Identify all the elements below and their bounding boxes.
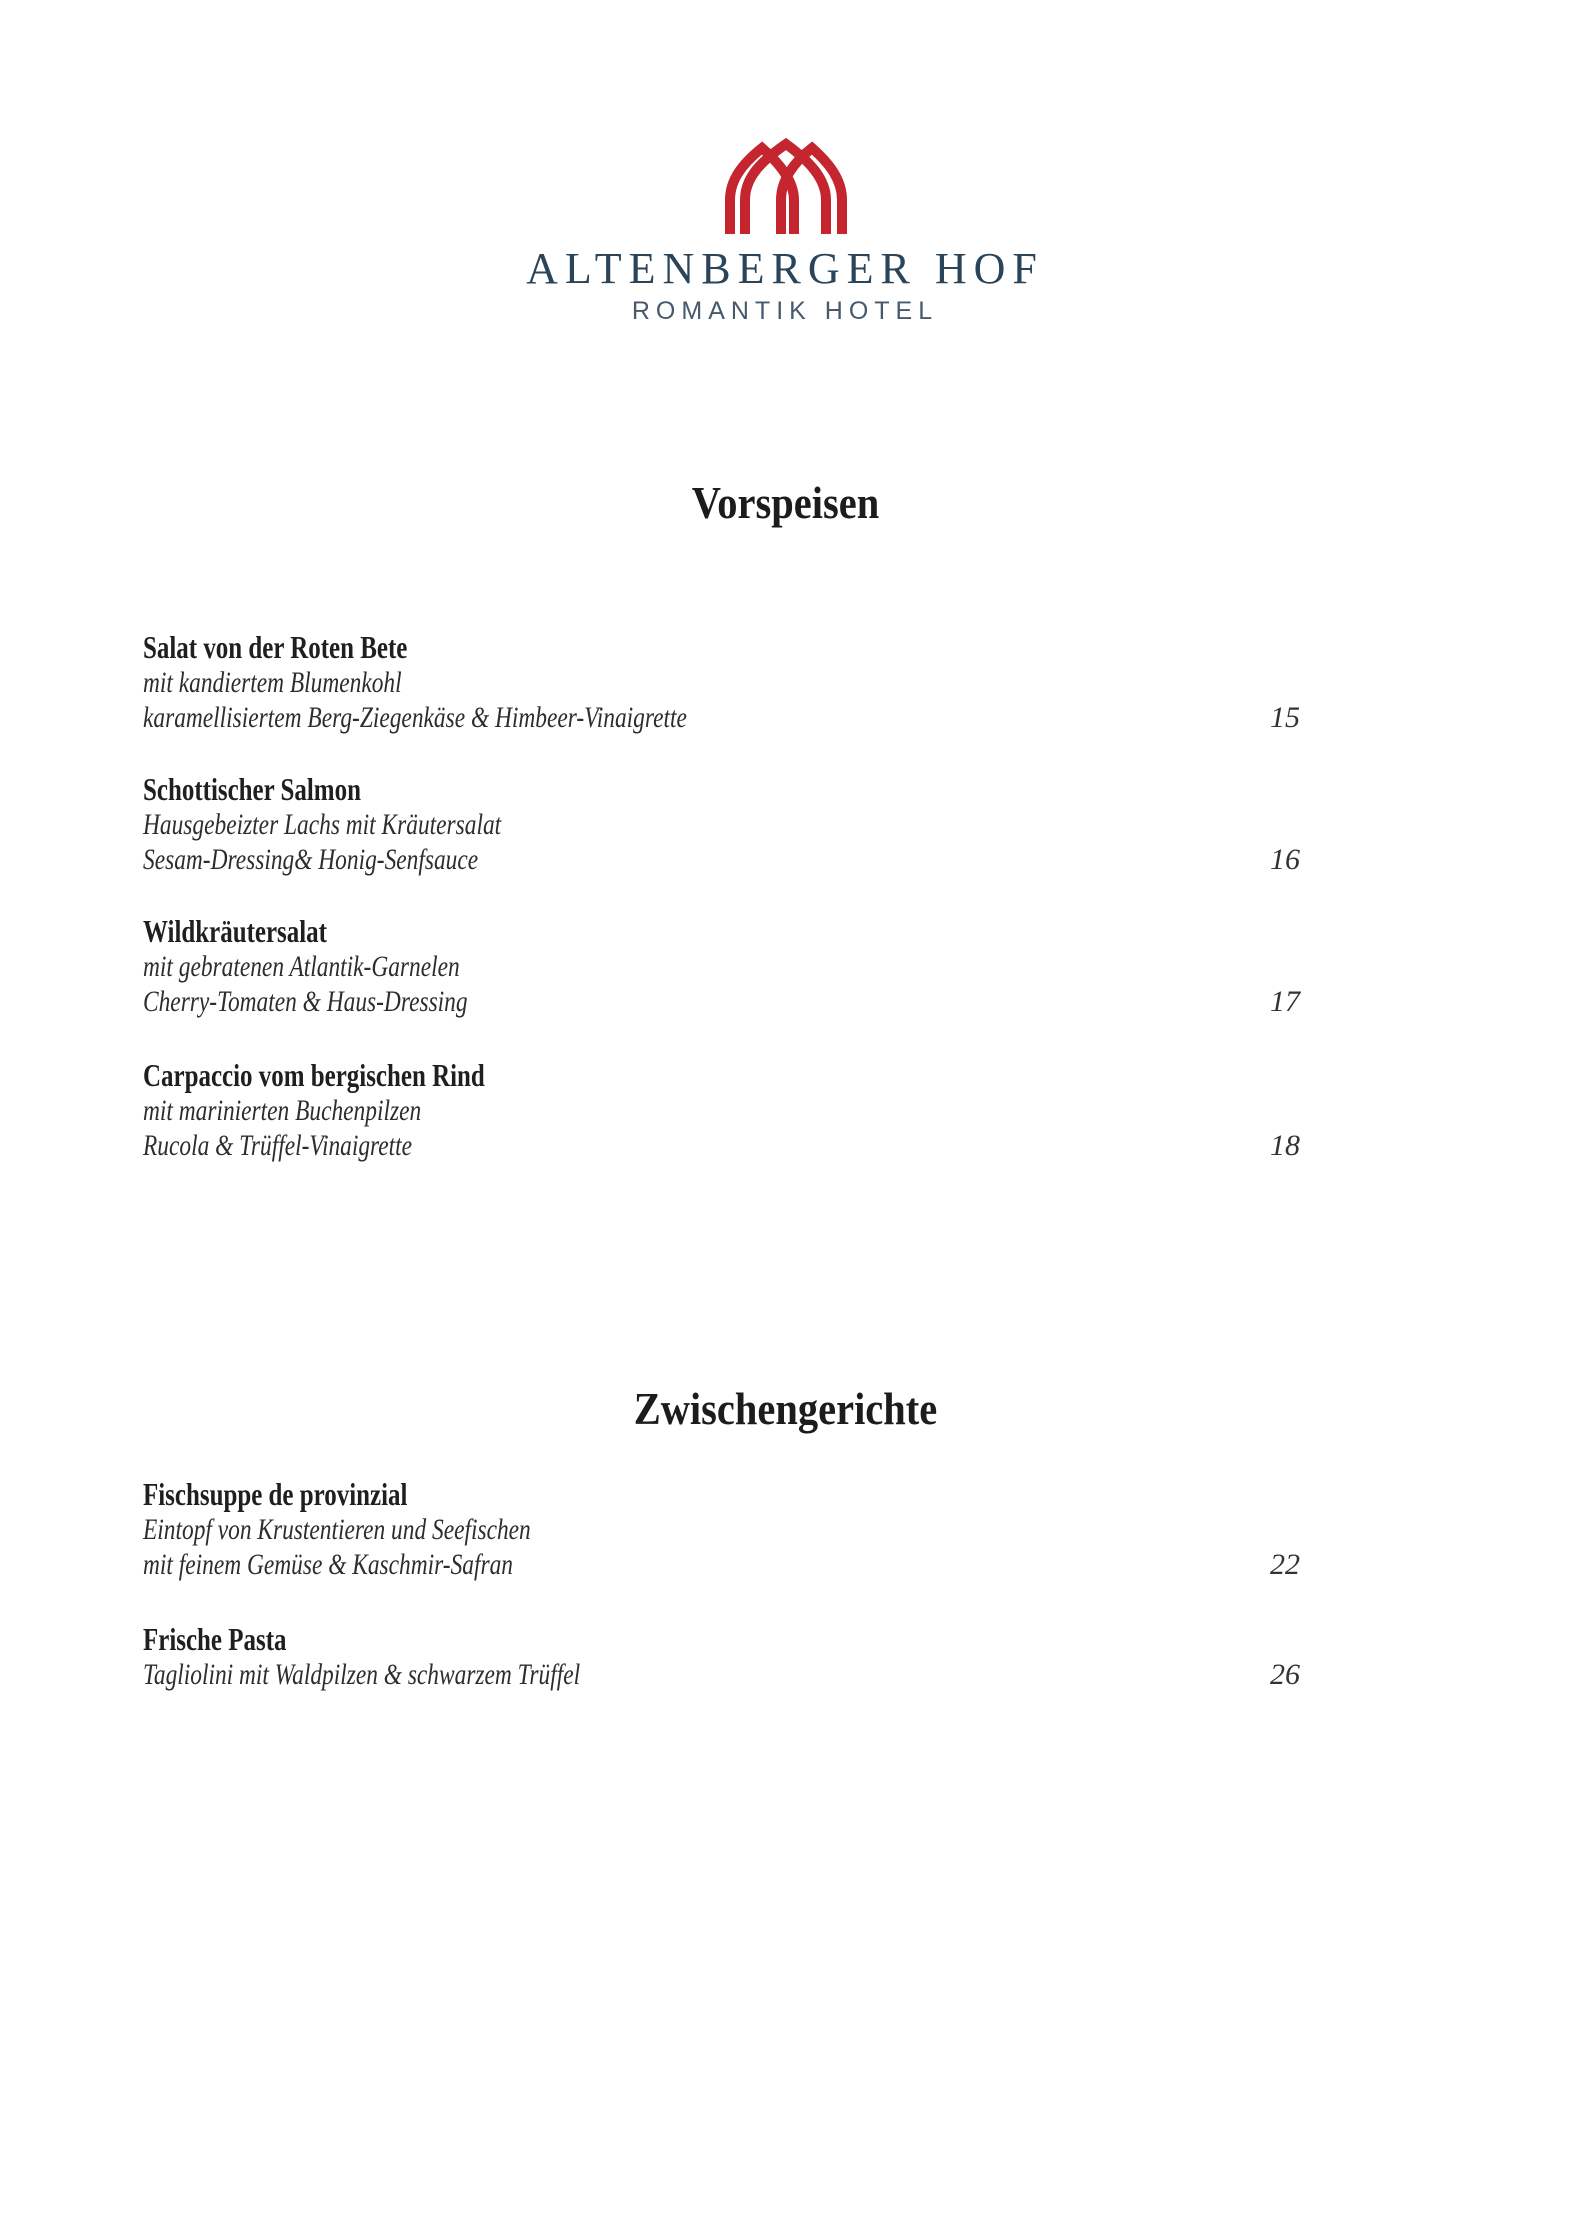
section-title-zwischengerichte: [0, 1383, 1570, 1435]
item-description-line: Cherry-Tomaten & Haus-Dressing: [143, 985, 468, 1018]
hotel-arches-logo-icon: [690, 133, 890, 235]
item-description-line: Rucola & Trüffel-Vinaigrette: [143, 1129, 413, 1162]
item-name: Carpaccio vom bergischen Rind: [143, 1057, 485, 1093]
item-name: Wildkräutersalat: [143, 913, 327, 949]
item-name: Salat von der Roten Bete: [143, 629, 408, 665]
item-price: 26: [1270, 1658, 1300, 1691]
menu-item-wildkraeutersalat: [143, 914, 1300, 1019]
section-title-text: Vorspeisen: [691, 477, 879, 528]
menu-item-carpaccio: [143, 1058, 1300, 1163]
item-price: 22: [1270, 1548, 1300, 1581]
item-name: Schottischer Salmon: [143, 771, 361, 807]
item-name: Fischsuppe de provinzial: [143, 1476, 408, 1512]
item-name: Frische Pasta: [143, 1621, 287, 1657]
item-description-line: Sesam-Dressing& Honig-Senfsauce: [143, 843, 479, 876]
item-description-line: mit gebratenen Atlantik-Garnelen: [143, 950, 460, 983]
section-title-vorspeisen: [0, 477, 1570, 529]
item-price: 18: [1270, 1129, 1300, 1162]
hotel-name: ALTENBERGER HOF: [526, 244, 1044, 293]
item-description-line: mit feinem Gemüse & Kaschmir-Safran: [143, 1548, 514, 1581]
item-price: 17: [1270, 985, 1300, 1018]
item-description-line: mit kandiertem Blumenkohl: [143, 666, 402, 699]
menu-item-fischsuppe: [143, 1477, 1300, 1582]
item-description-line: karamellisiertem Berg-Ziegenkäse & Himbeer-Vinaigrette: [143, 701, 687, 734]
item-price: 15: [1270, 701, 1300, 734]
menu-item-schottischer-salmon: [143, 772, 1300, 877]
section-title-text: Zwischengerichte: [633, 1383, 937, 1434]
menu-item-salat-rote-bete: [143, 630, 1300, 735]
menu-item-frische-pasta: [143, 1622, 1300, 1692]
hotel-subtitle: ROMANTIK HOTEL: [631, 297, 939, 325]
item-description-line: mit marinierten Buchenpilzen: [143, 1094, 422, 1127]
item-description-line: Hausgebeizter Lachs mit Kräutersalat: [143, 808, 502, 841]
item-price: 16: [1270, 843, 1300, 876]
item-description-line: Tagliolini mit Waldpilzen & schwarzem Trüffel: [143, 1658, 581, 1691]
item-description-line: Eintopf von Krustentieren und Seefischen: [143, 1513, 531, 1546]
